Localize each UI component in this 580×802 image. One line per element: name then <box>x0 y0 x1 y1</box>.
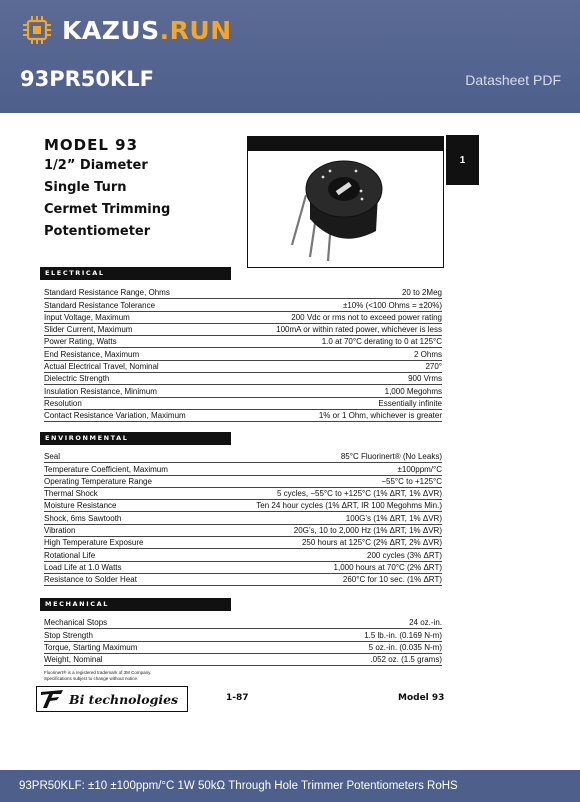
spec-row <box>44 574 442 586</box>
spec-row <box>44 348 442 360</box>
spec-row <box>44 654 442 666</box>
spec-value: 24 oz.-in. <box>409 618 442 628</box>
model-title: MODEL 93 <box>44 136 139 154</box>
model-line: Potentiometer <box>44 224 151 239</box>
spec-row <box>44 500 442 512</box>
spec-label: Actual Electrical Travel, Nominal <box>44 362 159 372</box>
spec-value: 200 cycles (3% ΔRT) <box>367 550 442 560</box>
spec-value: 250 hours at 125°C (2% ΔRT, 2% ΔVR) <box>301 538 442 548</box>
spec-label: Torque, Starting Maximum <box>44 642 138 652</box>
spec-label: Stop Strength <box>44 630 93 640</box>
spec-value: 200 Vdc or rms not to exceed power rating <box>291 312 442 322</box>
page-section-tab: 1 <box>446 135 479 185</box>
spec-row <box>44 629 442 641</box>
environmental-section-heading: ENVIRONMENTAL <box>40 432 231 445</box>
spec-value: ±100ppm/°C <box>397 464 442 474</box>
spec-label: High Temperature Exposure <box>44 538 144 548</box>
chip-icon <box>22 15 52 45</box>
spec-label: Vibration <box>44 526 76 536</box>
spec-row <box>44 562 442 574</box>
spec-label: Thermal Shock <box>44 489 98 499</box>
spec-label: Dielectric Strength <box>44 374 110 384</box>
logo-accent: .RUN <box>159 15 232 45</box>
spec-row <box>44 324 442 336</box>
spec-label: Standard Resistance Range, Ohms <box>44 288 170 298</box>
bi-logo-icon <box>39 688 65 710</box>
spec-value: 270° <box>425 362 442 372</box>
spec-value: 1,000 Megohms <box>384 386 442 396</box>
footnote-line: Specifications subject to change without notice. <box>44 676 139 681</box>
spec-value: 1.0 at 70°C derating to 0 at 125°C <box>321 337 442 347</box>
spec-label: Rotational Life <box>44 550 96 560</box>
spec-value: 260°C for 10 sec. (1% ΔRT) <box>342 575 442 585</box>
site-header <box>0 0 580 113</box>
spec-value: .052 oz. (1.5 grams) <box>370 655 442 665</box>
model-line: Single Turn <box>44 180 127 195</box>
spec-value: ±10% (<100 Ohms = ±20%) <box>342 300 442 310</box>
spec-row <box>44 312 442 324</box>
product-photo <box>247 136 444 268</box>
electrical-spec-table <box>44 287 442 422</box>
spec-value: −55°C to +125°C <box>381 476 442 486</box>
spec-value: 1.5 lb.-in. (0.169 N-m) <box>364 630 442 640</box>
page-number: 1-87 <box>226 693 249 703</box>
spec-row <box>44 451 442 463</box>
spec-value: 5 oz.-in. (0.035 N-m) <box>368 642 442 652</box>
spec-row <box>44 537 442 549</box>
potentiometer-image <box>248 137 444 268</box>
spec-value: 5 cycles, −55°C to +125°C (1% ΔRT, 1% ΔVR) <box>276 489 442 499</box>
spec-label: Weight, Nominal <box>44 655 103 665</box>
model-line: Cermet Trimming <box>44 202 171 217</box>
bi-technologies-logo <box>36 686 188 712</box>
spec-value: 900 Vrms <box>408 374 442 384</box>
spec-row <box>44 642 442 654</box>
part-description-bar: 93PR50KLF: ±10 ±100ppm/°C 1W 50kΩ Through Hole Trimmer Potentiometers RoHS <box>0 770 580 802</box>
spec-label: Standard Resistance Tolerance <box>44 300 156 310</box>
spec-label: Resolution <box>44 398 82 408</box>
environmental-spec-table <box>44 451 442 586</box>
spec-label: Contact Resistance Variation, Maximum <box>44 411 186 421</box>
spec-label: Insulation Resistance, Minimum <box>44 386 157 396</box>
logo-main: KAZUS <box>62 15 160 45</box>
spec-row <box>44 463 442 475</box>
spec-label: Seal <box>44 452 61 462</box>
spec-label: Input Voltage, Maximum <box>44 312 130 322</box>
spec-label: Operating Temperature Range <box>44 476 152 486</box>
spec-label: Load Life at 1.0 Watts <box>44 562 122 572</box>
spec-row <box>44 488 442 500</box>
spec-value: Ten 24 hour cycles (1% ΔRT, IR 100 Megohms Min.) <box>256 501 442 511</box>
spec-value: 1,000 hours at 70°C (2% ΔRT) <box>333 562 442 572</box>
kazus-logo[interactable] <box>22 14 232 46</box>
spec-row <box>44 512 442 524</box>
spec-row <box>44 525 442 537</box>
spec-label: Resistance to Solder Heat <box>44 575 137 585</box>
model-line: 1/2” Diameter <box>44 158 148 173</box>
datasheet-pdf-link[interactable]: Datasheet PDF <box>465 72 561 88</box>
brand-name: Bi technologies <box>69 691 179 707</box>
spec-label: Mechanical Stops <box>44 618 108 628</box>
mechanical-section-heading: MECHANICAL <box>40 598 231 611</box>
spec-row <box>44 299 442 311</box>
spec-row <box>44 549 442 561</box>
spec-label: Moisture Resistance <box>44 501 117 511</box>
spec-value: Essentially infinite <box>378 398 442 408</box>
spec-label: Shock, 6ms Sawtooth <box>44 513 122 523</box>
spec-row <box>44 398 442 410</box>
footnotes <box>44 670 151 682</box>
spec-value: 100G’s (1% ΔRT, 1% ΔVR) <box>345 513 442 523</box>
spec-value: 20G’s, 10 to 2,000 Hz (1% ΔRT, 1% ΔVR) <box>293 526 442 536</box>
spec-label: End Resistance, Maximum <box>44 349 140 359</box>
spec-row <box>44 476 442 488</box>
logo-text <box>62 16 232 45</box>
spec-label: Power Rating, Watts <box>44 337 117 347</box>
spec-row <box>44 361 442 373</box>
datasheet-page <box>0 113 580 770</box>
spec-row <box>44 287 442 299</box>
footnote-line: Fluorinert® is a registered trademark of 3M Company. <box>44 670 152 675</box>
model-heading-block <box>44 135 170 243</box>
spec-row <box>44 336 442 348</box>
spec-label: Temperature Coefficient, Maximum <box>44 464 168 474</box>
spec-row <box>44 385 442 397</box>
spec-value: 100mA or within rated power, whichever is less <box>276 325 442 335</box>
electrical-section-heading: ELECTRICAL <box>40 267 231 280</box>
spec-row <box>44 373 442 385</box>
spec-label: Slider Current, Maximum <box>44 325 133 335</box>
spec-row <box>44 617 442 629</box>
footer-model-name: Model 93 <box>398 693 445 703</box>
spec-value: 2 Ohms <box>413 349 442 359</box>
part-number-title: 93PR50KLF <box>20 67 155 91</box>
spec-value: 85°C Fluorinert® (No Leaks) <box>340 452 442 462</box>
spec-value: 20 to 2Meg <box>401 288 442 298</box>
spec-row <box>44 410 442 422</box>
spec-value: 1% or 1 Ohm, whichever is greater <box>318 411 442 421</box>
mechanical-spec-table <box>44 617 442 666</box>
